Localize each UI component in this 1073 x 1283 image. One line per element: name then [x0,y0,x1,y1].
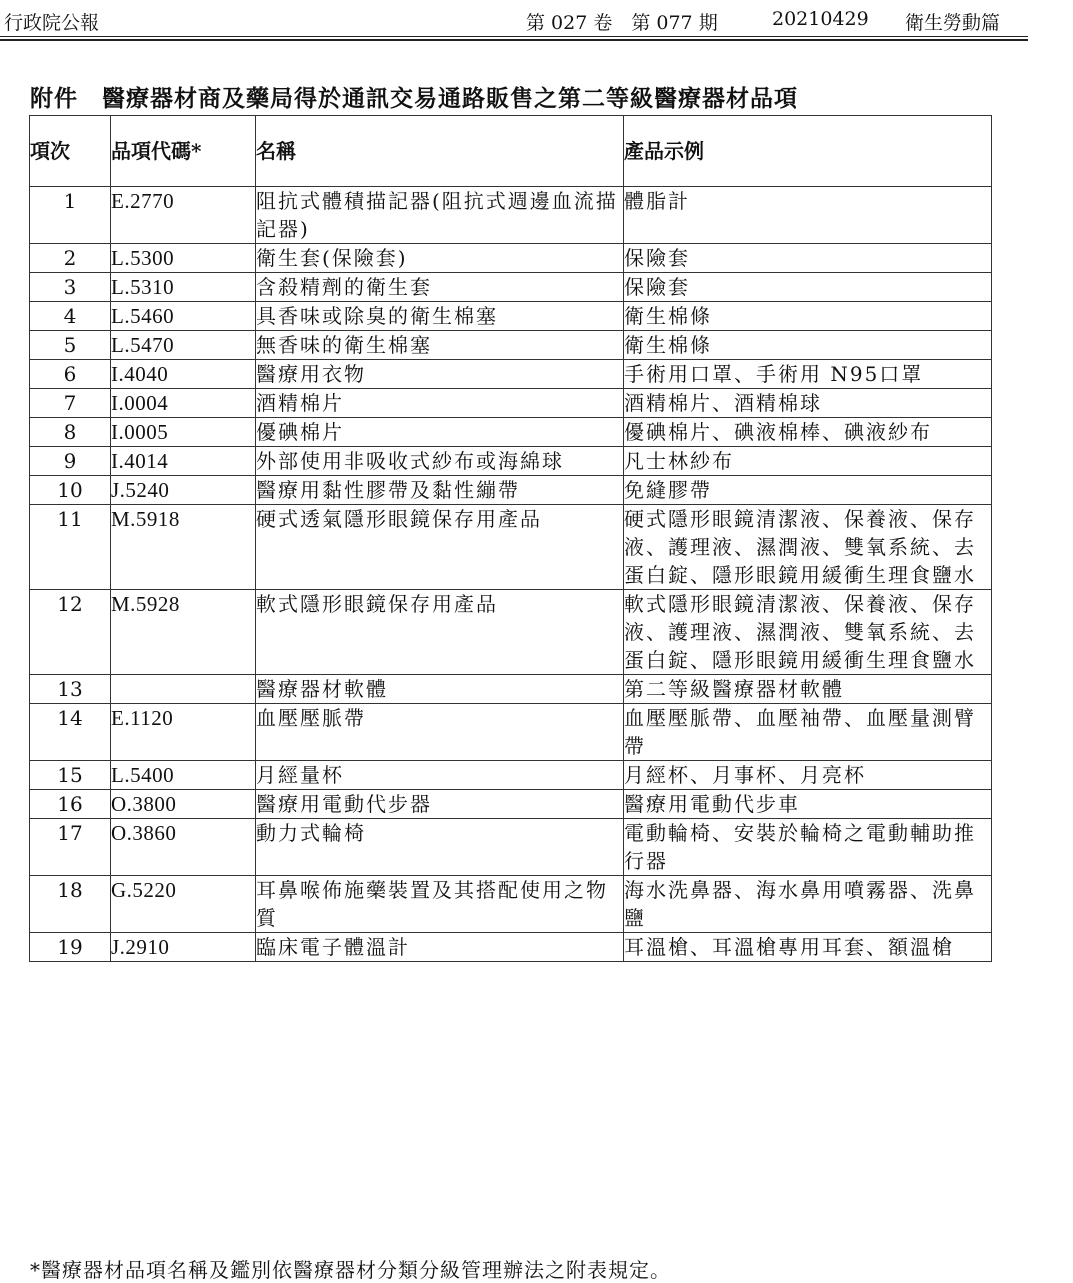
item-name: 含殺精劑的衛生套 [256,273,624,302]
item-code: J.5240 [111,476,256,505]
page-title: 附件 醫療器材商及藥局得於通訊交易通路販售之第二等級醫療器材品項 [30,85,798,112]
item-name: 動力式輪椅 [256,819,624,876]
row-number: 11 [30,505,111,590]
issue-date: 20210429 [772,8,869,30]
item-code: J.2910 [111,933,256,962]
product-example: 手術用口罩、手術用 N95口罩 [624,360,992,389]
item-code: O.3860 [111,819,256,876]
item-code: M.5928 [111,590,256,675]
section-name: 衛生勞動篇 [905,12,1001,34]
item-code: I.4040 [111,360,256,389]
row-number: 1 [30,187,111,244]
product-example: 免縫膠帶 [624,476,992,505]
row-number: 8 [30,418,111,447]
item-code: O.3800 [111,790,256,819]
product-example: 衛生棉條 [624,331,992,360]
item-code: L.5460 [111,302,256,331]
item-name: 臨床電子體溫計 [256,933,624,962]
product-example: 耳溫槍、耳溫槍專用耳套、額溫槍 [624,933,992,962]
product-example: 月經杯、月事杯、月亮杯 [624,761,992,790]
table-row [30,476,992,505]
product-example: 體脂計 [624,187,992,244]
item-name: 優碘棉片 [256,418,624,447]
publication-name: 行政院公報 [4,12,100,34]
col-header-name: 名稱 [256,116,624,187]
item-name: 硬式透氣隱形眼鏡保存用產品 [256,505,624,590]
table-row [30,790,992,819]
product-example: 電動輪椅、安裝於輪椅之電動輔助推行器 [624,819,992,876]
item-name: 外部使用非吸收式紗布或海綿球 [256,447,624,476]
item-code: E.2770 [111,187,256,244]
row-number: 6 [30,360,111,389]
page-header [0,0,1028,36]
item-name: 月經量杯 [256,761,624,790]
row-number: 17 [30,819,111,876]
product-example: 軟式隱形眼鏡清潔液、保養液、保存液、護理液、濕潤液、雙氧系統、去蛋白錠、隱形眼鏡用緩衝生理食鹽水 [624,590,992,675]
product-example: 保險套 [624,244,992,273]
item-code: I.4014 [111,447,256,476]
row-number: 13 [30,675,111,704]
item-code: M.5918 [111,505,256,590]
item-name: 具香味或除臭的衛生棉塞 [256,302,624,331]
table-row [30,933,992,962]
item-code [111,675,256,704]
item-name: 軟式隱形眼鏡保存用產品 [256,590,624,675]
row-number: 9 [30,447,111,476]
product-example: 凡士林紗布 [624,447,992,476]
col-header-code: 品項代碼* [111,116,256,187]
product-example: 海水洗鼻器、海水鼻用噴霧器、洗鼻鹽 [624,876,992,933]
product-example: 保險套 [624,273,992,302]
item-name: 醫療用電動代步器 [256,790,624,819]
table-row [30,418,992,447]
row-number: 12 [30,590,111,675]
item-code: G.5220 [111,876,256,933]
row-number: 4 [30,302,111,331]
row-number: 2 [30,244,111,273]
item-code: L.5300 [111,244,256,273]
item-code: L.5400 [111,761,256,790]
volume-issue: 第 027 卷 第 077 期 [526,12,718,34]
product-example: 血壓壓脈帶、血壓袖帶、血壓量測臂帶 [624,704,992,761]
table-row [30,331,992,360]
table-row [30,675,992,704]
row-number: 15 [30,761,111,790]
row-number: 5 [30,331,111,360]
item-name: 無香味的衛生棉塞 [256,331,624,360]
col-header-no: 項次 [30,116,111,187]
table-row [30,505,992,590]
item-code: I.0005 [111,418,256,447]
table-row [30,590,992,675]
row-number: 14 [30,704,111,761]
table-row [30,360,992,389]
table-row [30,389,992,418]
row-number: 10 [30,476,111,505]
device-item-table [29,115,992,962]
item-name: 耳鼻喉佈施藥裝置及其搭配使用之物質 [256,876,624,933]
header-rule [0,36,1028,37]
table-row [30,704,992,761]
item-name: 醫療用衣物 [256,360,624,389]
row-number: 3 [30,273,111,302]
table-row [30,447,992,476]
item-code: E.1120 [111,704,256,761]
table-row [30,244,992,273]
item-code: L.5470 [111,331,256,360]
row-number: 19 [30,933,111,962]
table-row [30,761,992,790]
col-header-example: 產品示例 [624,116,992,187]
table-row [30,187,992,244]
table-row [30,819,992,876]
product-example: 硬式隱形眼鏡清潔液、保養液、保存液、護理液、濕潤液、雙氧系統、去蛋白錠、隱形眼鏡用緩衝生理食鹽水 [624,505,992,590]
row-number: 7 [30,389,111,418]
item-name: 血壓壓脈帶 [256,704,624,761]
product-example: 酒精棉片、酒精棉球 [624,389,992,418]
product-example: 第二等級醫療器材軟體 [624,675,992,704]
item-name: 衛生套(保險套) [256,244,624,273]
item-name: 醫療器材軟體 [256,675,624,704]
product-example: 衛生棉條 [624,302,992,331]
table-header-row [30,116,992,187]
product-example: 優碘棉片、碘液棉棒、碘液紗布 [624,418,992,447]
table-row [30,273,992,302]
header-rule-double [0,39,1028,41]
product-example: 醫療用電動代步車 [624,790,992,819]
item-name: 阻抗式體積描記器(阻抗式週邊血流描記器) [256,187,624,244]
item-name: 醫療用黏性膠帶及黏性繃帶 [256,476,624,505]
table-row [30,876,992,933]
item-name: 酒精棉片 [256,389,624,418]
table-row [30,302,992,331]
footnote: *醫療器材品項名稱及鑑別依醫療器材分類分級管理辦法之附表規定。 [30,1258,671,1282]
item-code: I.0004 [111,389,256,418]
row-number: 18 [30,876,111,933]
row-number: 16 [30,790,111,819]
item-code: L.5310 [111,273,256,302]
